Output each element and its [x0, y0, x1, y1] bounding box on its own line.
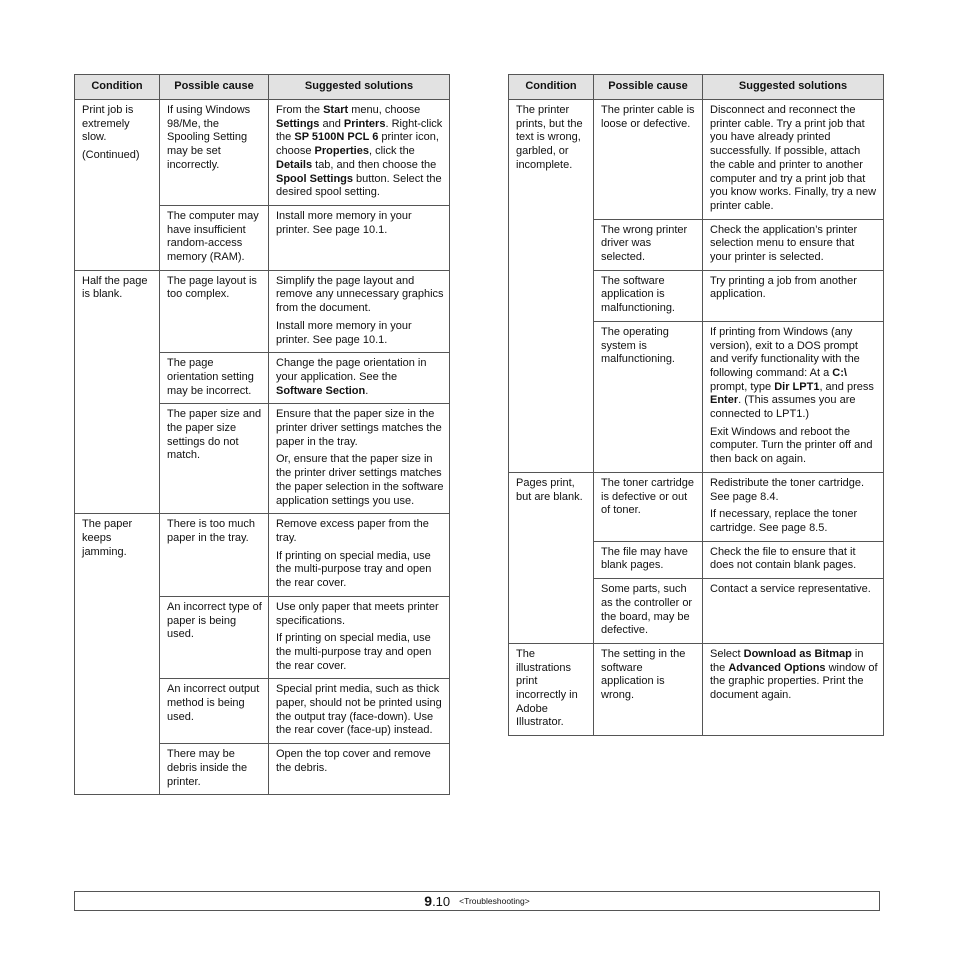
- solution-text: Use only paper that meets printer specifications.: [276, 600, 439, 627]
- solution-text: If necessary, replace the toner cartridge. See page 8.5.: [710, 508, 858, 534]
- table-header-row: [75, 75, 450, 100]
- solution-cell: [703, 643, 884, 735]
- emphasis-text: Enter: [710, 394, 739, 407]
- emphasis-text: Printers: [343, 117, 386, 130]
- header-suggested-solutions: Suggested solutions: [703, 75, 884, 100]
- page-index: .10: [432, 894, 451, 909]
- solution-cell: [269, 270, 450, 353]
- condition-text: The paper keeps jamming.: [82, 518, 133, 558]
- table-row: [509, 643, 884, 735]
- solution-cell: [269, 596, 450, 679]
- header-possible-cause: Possible cause: [594, 75, 703, 100]
- condition-cell: [509, 643, 594, 735]
- troubleshooting-table-right: [508, 74, 884, 736]
- cause-cell: The paper size and the paper size settings do not match.: [160, 404, 269, 514]
- condition-text: (Continued): [82, 149, 140, 162]
- chapter-number: 9: [424, 893, 433, 909]
- cause-cell: The software application is malfunctioning.: [594, 270, 703, 321]
- condition-text: The printer prints, but the text is wrong, garbled, or incomplete.: [516, 104, 583, 171]
- emphasis-text: SP 5100N PCL 6: [294, 131, 379, 144]
- condition-cell: [75, 514, 160, 795]
- solution-text: Select Download as Bitmap in the Advanced Options window of the graphic properties. Print the document again.: [710, 647, 878, 702]
- condition-text: Print job is extremely slow.: [82, 104, 134, 144]
- cause-cell: An incorrect output method is being used.: [160, 679, 269, 744]
- cause-cell: The page orientation setting may be incorrect.: [160, 353, 269, 404]
- cause-cell: There is too much paper in the tray.: [160, 514, 269, 597]
- solution-cell: [703, 219, 884, 270]
- cause-cell: The setting in the software application is wrong.: [594, 643, 703, 735]
- cause-cell: The computer may have insufficient random-access memory (RAM).: [160, 205, 269, 270]
- solution-text: Change the page orientation in your application. See the Software Section.: [276, 357, 427, 397]
- cause-cell: The toner cartridge is defective or out of toner.: [594, 472, 703, 541]
- solution-cell: [703, 579, 884, 644]
- solution-text: Disconnect and reconnect the printer cable. Try a print job that you have already printed successfully. If possible, attach the cable and printer to another computer and try a print job that you know works. Finally, try a new printer cable.: [710, 104, 877, 212]
- emphasis-text: C:\: [832, 366, 847, 379]
- solution-text: Ensure that the paper size in the printer driver settings matches the paper in the tray.: [276, 408, 442, 448]
- solution-text: Install more memory in your printer. See page 10.1.: [276, 319, 412, 346]
- solution-cell: [269, 205, 450, 270]
- header-condition: Condition: [509, 75, 594, 100]
- solution-text: Simplify the page layout and remove any unnecessary graphics from the document.: [276, 274, 444, 315]
- solution-text: Try printing a job from another application.: [710, 274, 857, 301]
- table-row: [509, 100, 884, 220]
- solution-text: If printing from Windows (any version), exit to a DOS prompt and verify functionality with the following command: At a C:\ prompt, type Dir LPT1, and press Enter. (This assumes you are connected to LPT1.): [710, 325, 874, 421]
- condition-text: The illustrations print incorrectly in Adobe Illustrator.: [516, 647, 578, 729]
- solution-text: Install more memory in your printer. See page 10.1.: [276, 209, 412, 236]
- emphasis-text: Spool Settings: [276, 172, 353, 185]
- cause-cell: The printer cable is loose or defective.: [594, 100, 703, 220]
- solution-cell: [269, 679, 450, 744]
- page-footer: [74, 891, 880, 911]
- solution-cell: [703, 541, 884, 578]
- condition-cell: [75, 100, 160, 271]
- solution-cell: [703, 472, 884, 541]
- solution-text: Or, ensure that the paper size in the printer driver settings matches the paper selection in the software application settings you use.: [276, 453, 444, 507]
- cause-cell: The page layout is too complex.: [160, 270, 269, 353]
- page-number: [424, 893, 450, 909]
- emphasis-text: Properties: [314, 145, 369, 158]
- table-header-row: [509, 75, 884, 100]
- emphasis-text: Start: [323, 104, 349, 116]
- cause-cell: The file may have blank pages.: [594, 541, 703, 578]
- condition-text: Half the page is blank.: [82, 274, 148, 301]
- solution-text: Check the file to ensure that it does not contain blank pages.: [710, 545, 857, 572]
- table-row: [75, 270, 450, 353]
- solution-text: Contact a service representative.: [710, 583, 871, 596]
- solution-text: Remove excess paper from the tray.: [276, 518, 429, 544]
- solution-text: If printing on special media, use the multi-purpose tray and open the rear cover.: [276, 632, 432, 672]
- solution-cell: [269, 514, 450, 597]
- emphasis-text: Dir LPT1: [774, 380, 820, 393]
- table-row: [75, 514, 450, 597]
- solution-cell: [269, 744, 450, 795]
- cause-cell: The wrong printer driver was selected.: [594, 219, 703, 270]
- solution-text: Exit Windows and reboot the computer. Turn the printer off and then back on again.: [710, 425, 873, 466]
- condition-text: Pages print, but are blank.: [516, 476, 583, 503]
- solution-cell: [269, 353, 450, 404]
- table-row: [75, 100, 450, 206]
- solution-text: If printing on special media, use the multi-purpose tray and open the rear cover.: [276, 549, 432, 590]
- condition-cell: [509, 472, 594, 643]
- solution-cell: [703, 100, 884, 220]
- emphasis-text: Details: [276, 158, 313, 171]
- solution-cell: [269, 100, 450, 206]
- condition-cell: [75, 270, 160, 514]
- cause-cell: An incorrect type of paper is being used.: [160, 596, 269, 679]
- solution-text: Special print media, such as thick paper, should not be printed using the output tray (face-down). Use the rear cover (face-up) instead.: [276, 683, 442, 737]
- solution-cell: [269, 404, 450, 514]
- header-condition: Condition: [75, 75, 160, 100]
- cause-cell: Some parts, such as the controller or the board, may be defective.: [594, 579, 703, 644]
- solution-text: Check the application’s printer selection menu to ensure that your printer is selected.: [710, 223, 858, 264]
- solution-cell: [703, 321, 884, 472]
- cause-cell: If using Windows 98/Me, the Spooling Setting may be set incorrectly.: [160, 100, 269, 206]
- solution-cell: [703, 270, 884, 321]
- solution-text: Open the top cover and remove the debris.: [276, 748, 431, 774]
- emphasis-text: Software Section: [276, 384, 366, 397]
- cause-cell: There may be debris inside the printer.: [160, 744, 269, 795]
- section-name: <Troubleshooting>: [459, 896, 530, 906]
- solution-text: From the Start menu, choose Settings and Printers. Right-click the SP 5100N PCL 6 printer icon, choose Properties, click the Details tab, and then choose the Spool Settings button. Select the desired spool setting.: [276, 104, 443, 199]
- solution-text: Redistribute the toner cartridge. See page 8.4.: [710, 476, 865, 503]
- condition-cell: [509, 100, 594, 473]
- emphasis-text: Download as Bitmap: [743, 647, 852, 660]
- header-suggested-solutions: Suggested solutions: [269, 75, 450, 100]
- header-possible-cause: Possible cause: [160, 75, 269, 100]
- emphasis-text: Advanced Options: [728, 661, 826, 674]
- emphasis-text: Settings: [276, 117, 320, 130]
- table-row: [509, 472, 884, 541]
- cause-cell: The operating system is malfunctioning.: [594, 321, 703, 472]
- troubleshooting-table-left: [74, 74, 450, 795]
